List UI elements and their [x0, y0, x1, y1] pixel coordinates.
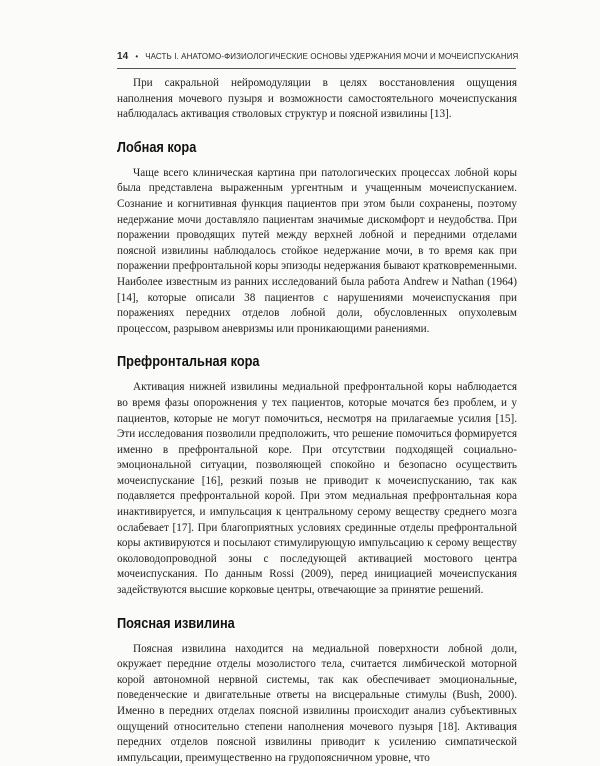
page-number: 14: [117, 51, 129, 62]
paragraph-cingulate-gyrus: Поясная извилина находится на медиальной поверхности лобной доли, окружает передние отделы мозолистого тела, считается лимбической моторной корой автономной нервной системы, так как обеспечивает эмоциональные, поведенческие и двигательные ответы на висцеральные стимулы (Bush, 2000). Именно в передних отделах поясной извилины происходит анализ субъективных ощущений относительно степени наполнения мочевого пузыря [18]. Активация передних отделов поясной извилины приводит к усилению симпатической импульсации, преимущественно на грудопоясничном уровне, что: [117, 642, 517, 764]
section-title-frontal-cortex: Лобная кора: [117, 139, 197, 156]
paragraph-frontal-cortex: Чаще всего клиническая картина при патологических процессах лобной коры была представлена выраженным ургентным и учащенным мочеиспусканием. Сознание и когнитивная функция пациентов при этом были сохранены, поэтому недержание мочи доставляло пациентам значимые дискомфорт и неудобства. При поражении проводящих путей между верхней лобной и передними отделами поясной извилины наблюдалось стойкое недержание мочи, в то время как при поражении префронтальной коры эпизоды недержания бывают кратковременными. Наиболее известным из ранних исследований была работа Andrew и Nathan (1964) [14], которые описали 38 пациентов с нарушениями мочеиспускания при поражениях передних отделов лобной доли, обусловленных опухолевым процессом, разрывом аневризмы или проникающими ранениями.: [117, 166, 517, 335]
running-title: ЧАСТЬ I. АНАТОМО-ФИЗИОЛОГИЧЕСКИЕ ОСНОВЫ УДЕРЖАНИЯ МОЧИ И МОЧЕИСПУСКАНИЯ: [145, 52, 519, 61]
section-title-prefrontal-cortex: Префронтальная кора: [117, 354, 260, 371]
running-head: [117, 51, 517, 62]
intro-paragraph: При сакральной нейромодуляции в целях восстановления ощущения наполнения мочевого пузыря и возможности самостоятельного мочеиспускания наблюдалась активация стволовых структур и поясной извилины [13].: [117, 77, 517, 121]
bullet-separator: •: [135, 52, 139, 61]
header-rule: [117, 68, 516, 69]
paragraph-prefrontal-cortex: Активация нижней извилины медиальной префронтальной коры наблюдается во время фазы опорожнения у тех пациентов, которые мочатся без проблем, и у пациентов, которые не могут помочиться, несмотря на прилагаемые усилия [15]. Эти исследования позволили предположить, что решение помочиться формируется именно в префронтальной коре. При отсутствии подходящей социально-эмоциональной ситуации, позволяющей спокойно и безопасно осуществить мочеиспускание [16], резкий позыв не приводит к мочеиспусканию, так как подавляется префронтальной корой. При этом медиальная префронтальная кора инактивируется, и импульсация к центральному серому веществу среднего мозга ослабевает [17]. При благоприятных условиях срединные отделы префронтальной коры активируются и посылают стимулирующую импульсацию к серому веществу околоводопроводной зоны с последующей активацией мостового центра мочеиспускания. По данным Rossi (2009), перед инициацией мочеиспускания задействуются высшие корковые центры, отвечающие за принятие решений.: [117, 381, 517, 597]
section-title-cingulate-gyrus: Поясная извилина: [117, 615, 235, 632]
body-text: [117, 76, 517, 766]
